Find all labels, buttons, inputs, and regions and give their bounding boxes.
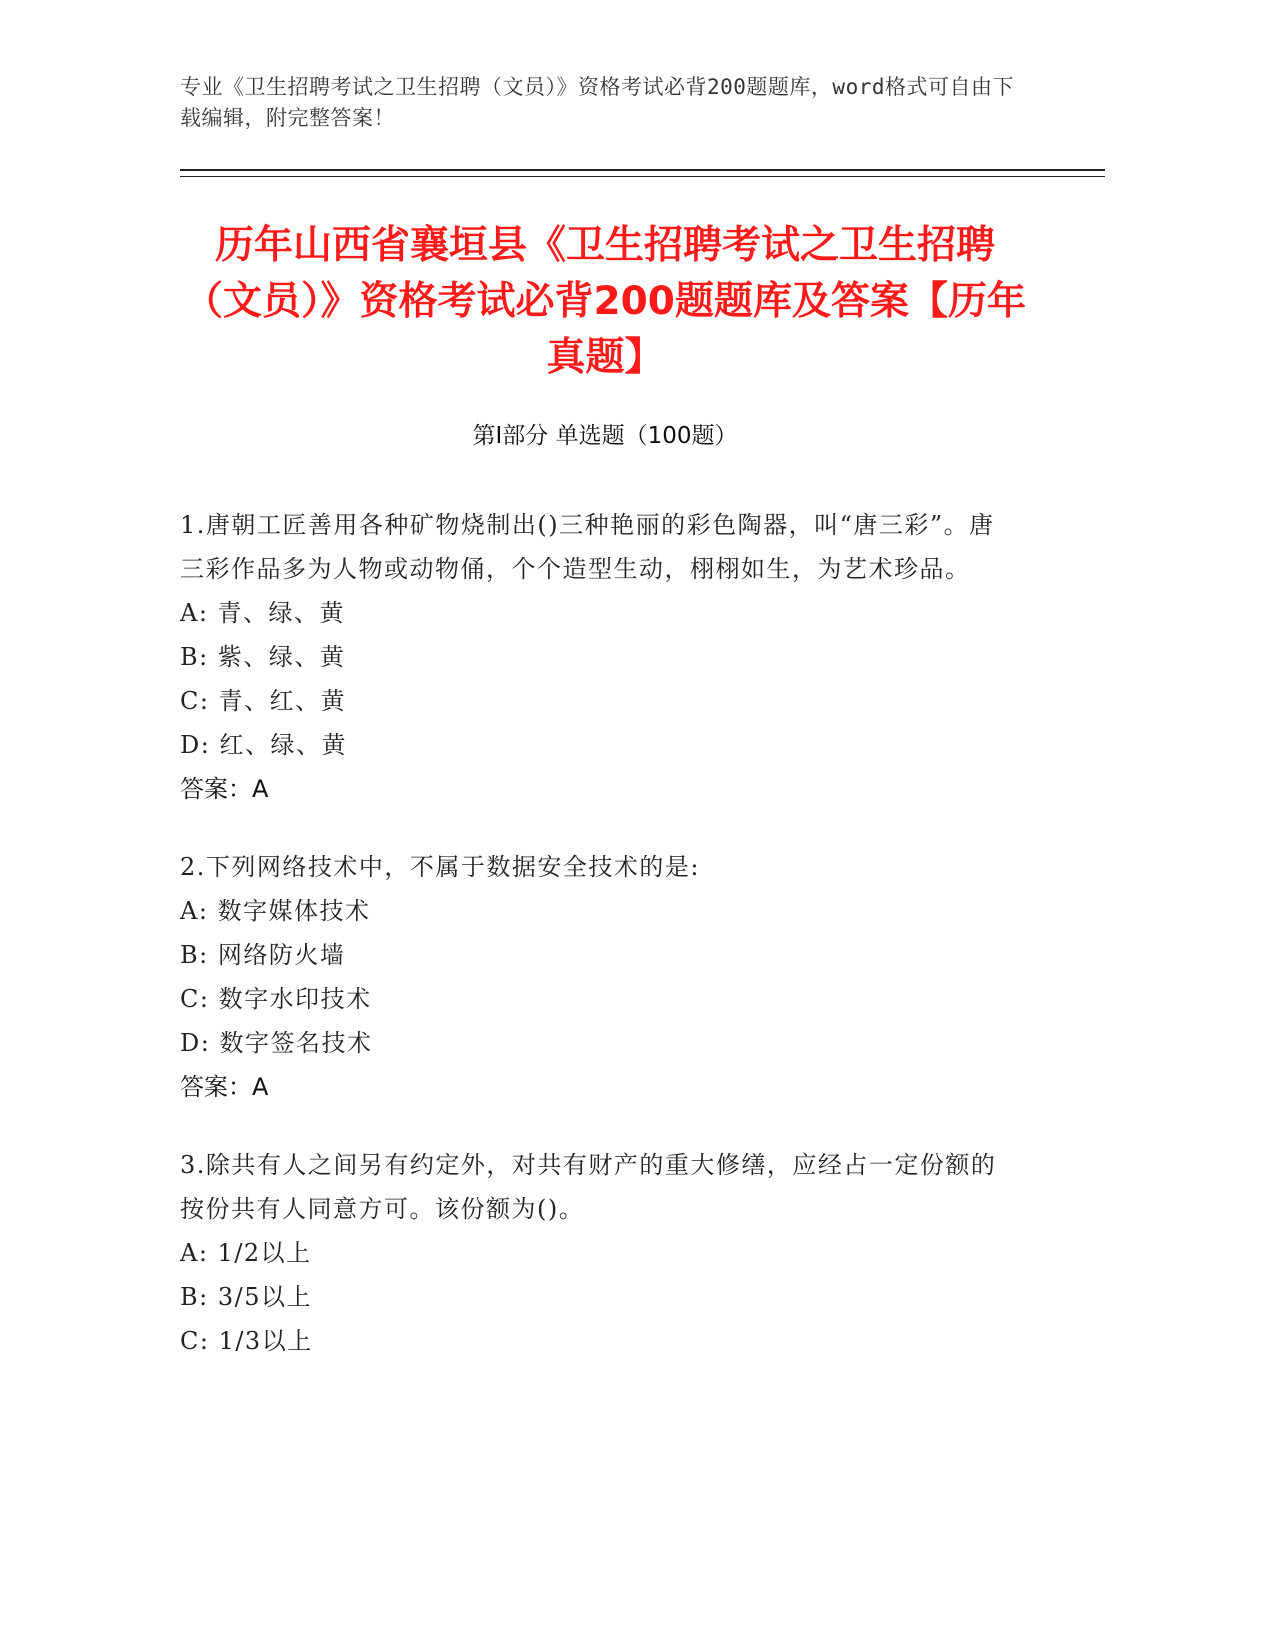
answer-line: 答案：A (180, 775, 269, 803)
question-3 (180, 1143, 1020, 1363)
option-b: B: 网络防火墙 (180, 941, 346, 969)
option-d: D: 数字签名技术 (180, 1029, 373, 1057)
option-d: D: 红、绿、黄 (180, 731, 347, 759)
question-stem: 1.唐朝工匠善用各种矿物烧制出()三种艳丽的彩色陶器，叫“唐三彩”。唐三彩作品多为人物或动物俑，个个造型生动，栩栩如生，为艺术珍品。 (180, 511, 995, 583)
option-c: C: 青、红、黄 (180, 687, 347, 715)
option-c: C: 数字水印技术 (180, 985, 372, 1013)
option-a: A: 数字媒体技术 (180, 897, 371, 925)
question-stem: 3.除共有人之间另有约定外，对共有财产的重大修缮，应经占一定份额的按份共有人同意方可。该份额为()。 (180, 1151, 997, 1223)
question-stem: 2.下列网络技术中，不属于数据安全技术的是: (180, 853, 700, 881)
header-rule-thin (180, 176, 1105, 177)
question-2 (180, 845, 1020, 1109)
option-b: B: 紫、绿、黄 (180, 643, 346, 671)
answer-line: 答案：A (180, 1073, 269, 1101)
option-a: A: 1/2以上 (180, 1239, 312, 1267)
option-b: B: 3/5以上 (180, 1283, 312, 1311)
option-a: A: 青、绿、黄 (180, 599, 346, 627)
section-heading: 第I部分 单选题（100题） (472, 423, 738, 449)
question-1 (180, 503, 1020, 811)
header-note: 专业《卫生招聘考试之卫生招聘（文员）》资格考试必背200题题库，word格式可自由下载编辑，附完整答案！ (180, 75, 1014, 130)
option-c: C: 1/3以上 (180, 1327, 313, 1355)
header-rule-thick (180, 169, 1105, 171)
document-title: 历年山西省襄垣县《卫生招聘考试之卫生招聘（文员）》资格考试必背200题题库及答案【历年真题】 (184, 223, 1026, 380)
question-list (180, 503, 1020, 1397)
